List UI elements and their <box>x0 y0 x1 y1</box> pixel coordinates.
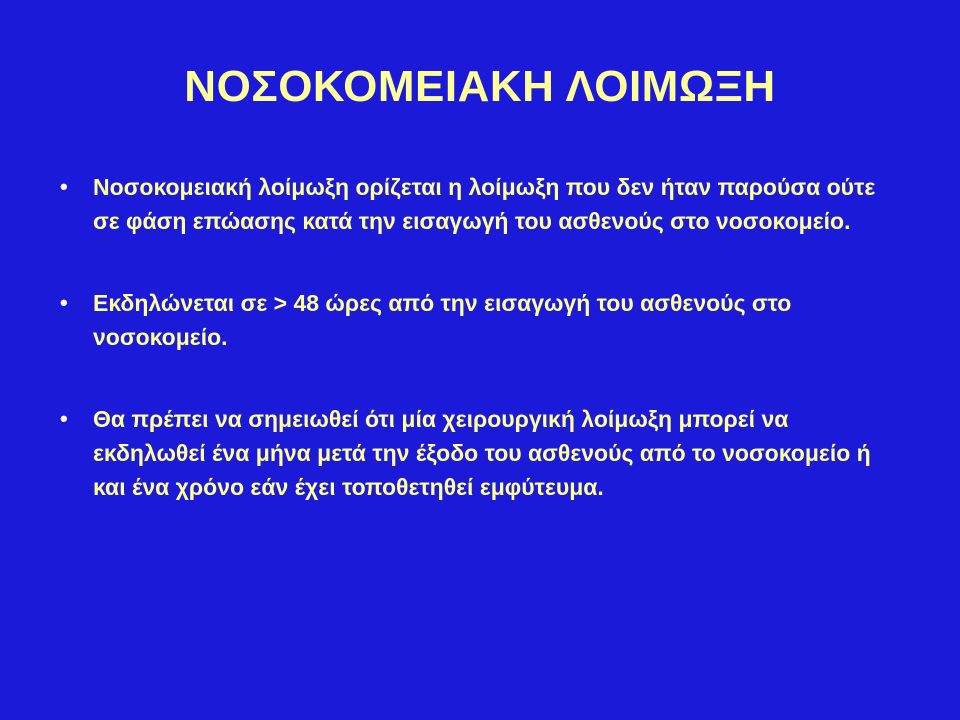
bullet-item <box>60 286 880 354</box>
bullet-text: Θα πρέπει να σημειωθεί ότι μία χειρουργική λοίμωξη μπορεί να εκδηλωθεί ένα μήνα μετά την έξοδο του ασθενούς από το νοσοκομείο ή και ένα χρόνο εάν έχει τοποθετηθεί εμφύτευμα. <box>93 406 871 500</box>
slide-title: ΝΟΣΟΚΟΜΕΙΑΚΗ ΛΟΙΜΩΞΗ <box>184 62 776 111</box>
bullet-text: Εκδηλώνεται σε > 48 ώρες από την εισαγωγή του ασθενούς στο νοσοκομείο. <box>93 290 792 350</box>
bullet-text: Νοσοκομειακή λοίμωξη ορίζεται η λοίμωξη που δεν ήταν παρούσα ούτε σε φάση επώασης κατά την εισαγωγή του ασθενούς στο νοσοκομείο. <box>93 174 876 234</box>
bullet-list <box>60 170 880 552</box>
bullet-dot-icon: • <box>60 406 68 431</box>
bullet-dot-icon: • <box>60 290 68 315</box>
bullet-item <box>60 402 880 504</box>
bullet-dot-icon: • <box>60 174 68 199</box>
bullet-item <box>60 170 880 238</box>
